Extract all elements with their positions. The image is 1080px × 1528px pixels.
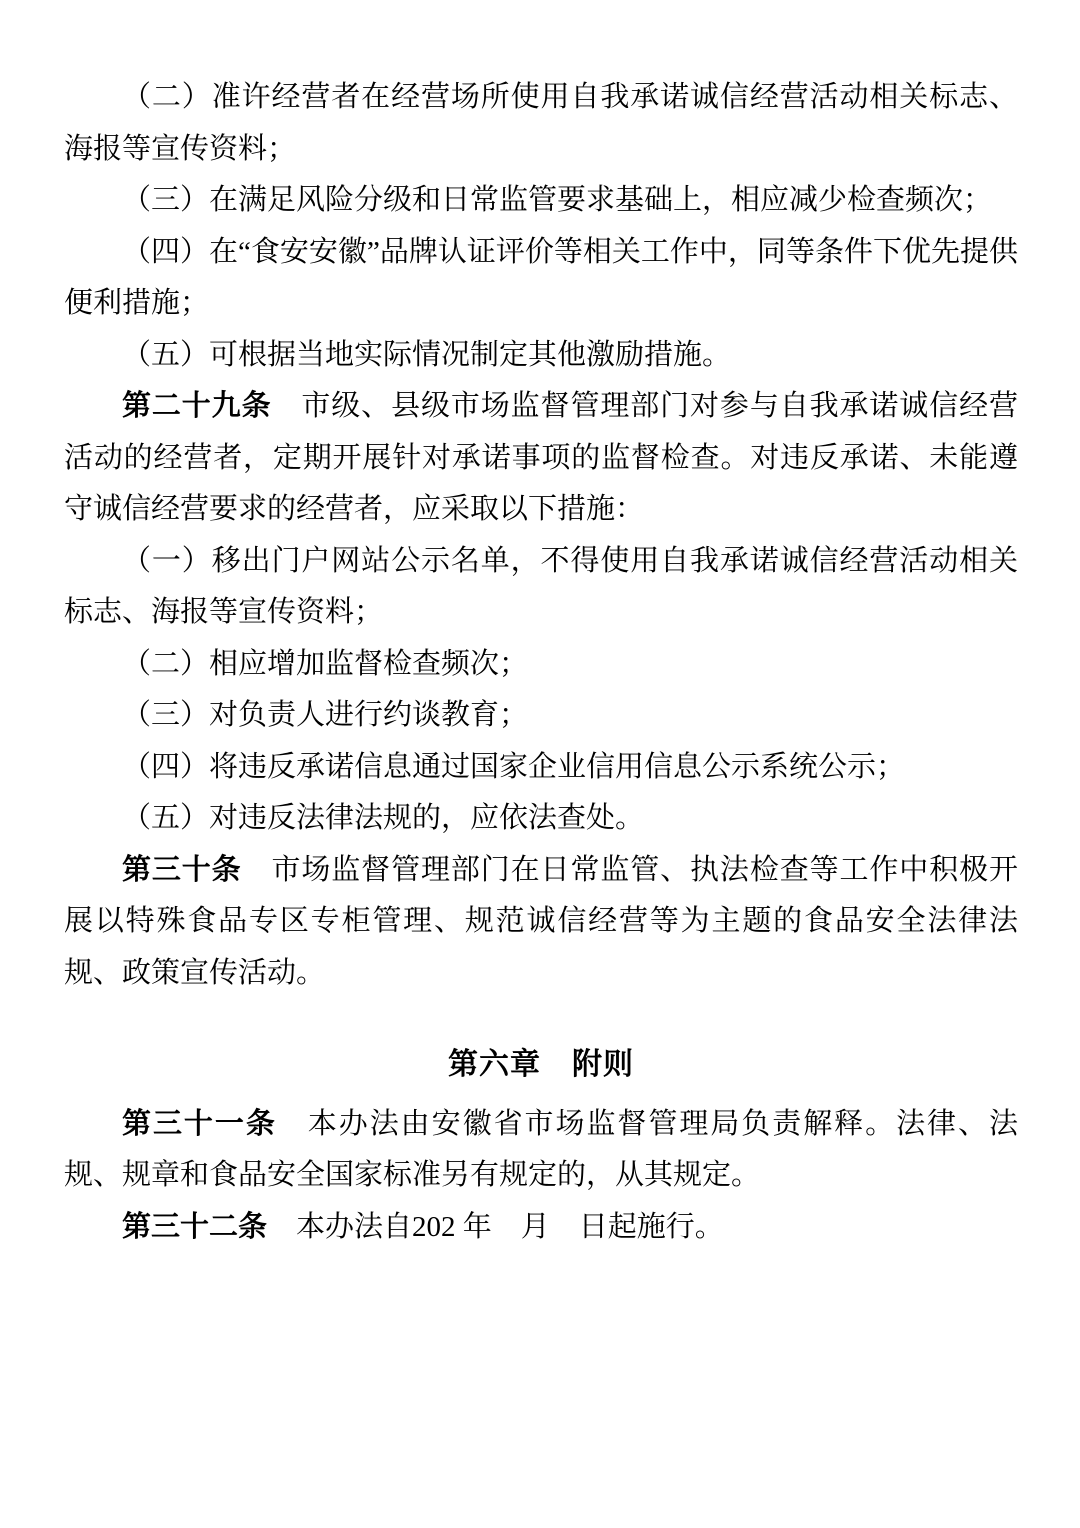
paragraph-text: （四）在“食安安徽”品牌认证评价等相关工作中，同等条件下优先提供便利措施； — [64, 235, 1018, 319]
paragraph-measure-5 — [64, 793, 1018, 845]
paragraph-text: （三）对负责人进行约谈教育； — [122, 699, 529, 731]
paragraph-text: （二）准许经营者在经营场所使用自我承诺诚信经营活动相关标志、海报等宣传资料； — [64, 81, 1018, 165]
paragraph-text: 市级、县级市场监督管理部门对参与自我承诺诚信经营活动的经营者，定期开展针对承诺事项的监督检查。对违反承诺、未能遵守诚信经营要求的经营者，应采取以下措施： — [64, 390, 1018, 525]
article-number: 第三十二条 — [122, 1210, 268, 1243]
paragraph-measure-1 — [64, 536, 1018, 639]
paragraph-item-2 — [64, 72, 1018, 175]
paragraph-text: （四）将违反承诺信息通过国家企业信用信息公示系统公示； — [122, 750, 906, 783]
chapter-heading: 第六章 附则 — [448, 1048, 634, 1081]
paragraph-measure-4 — [64, 742, 1018, 794]
paragraph-item-3 — [64, 175, 1018, 227]
paragraph-text: 市场监督管理部门在日常监管、执法检查等工作中积极开展以特殊食品专区专柜管理、规范诚信经营等为主题的食品安全法律法规、政策宣传活动。 — [64, 853, 1018, 989]
article-number: 第二十九条 — [122, 390, 272, 422]
article-number: 第三十一条 — [122, 1107, 277, 1140]
paragraph-text: 本办法自202 年 月 日起施行。 — [267, 1210, 724, 1243]
paragraph-text: 本办法由安徽省市场监督管理局负责解释。法律、法规、规章和食品安全国家标准另有规定的，从其规定。 — [64, 1107, 1018, 1191]
paragraph-text: （三）在满足风险分级和日常监管要求基础上，相应减少检查频次； — [122, 184, 993, 216]
paragraph-text: （五）可根据当地实际情况制定其他激励措施。 — [122, 338, 732, 371]
paragraph-article-30 — [64, 845, 1018, 1000]
paragraph-item-5 — [64, 330, 1018, 382]
paragraph-text: （五）对违反法律法规的，应依法查处。 — [122, 802, 645, 834]
paragraph-item-4 — [64, 227, 1018, 330]
paragraph-measure-2 — [64, 639, 1018, 691]
paragraph-article-32 — [64, 1202, 1018, 1254]
paragraph-measure-3 — [64, 690, 1018, 742]
article-number: 第三十条 — [122, 853, 242, 886]
paragraph-text: （一）移出门户网站公示名单，不得使用自我承诺诚信经营活动相关标志、海报等宣传资料； — [64, 544, 1018, 628]
paragraph-article-29 — [64, 381, 1018, 536]
paragraph-article-31 — [64, 1099, 1018, 1202]
paragraph-text: （二）相应增加监督检查频次； — [122, 647, 529, 680]
